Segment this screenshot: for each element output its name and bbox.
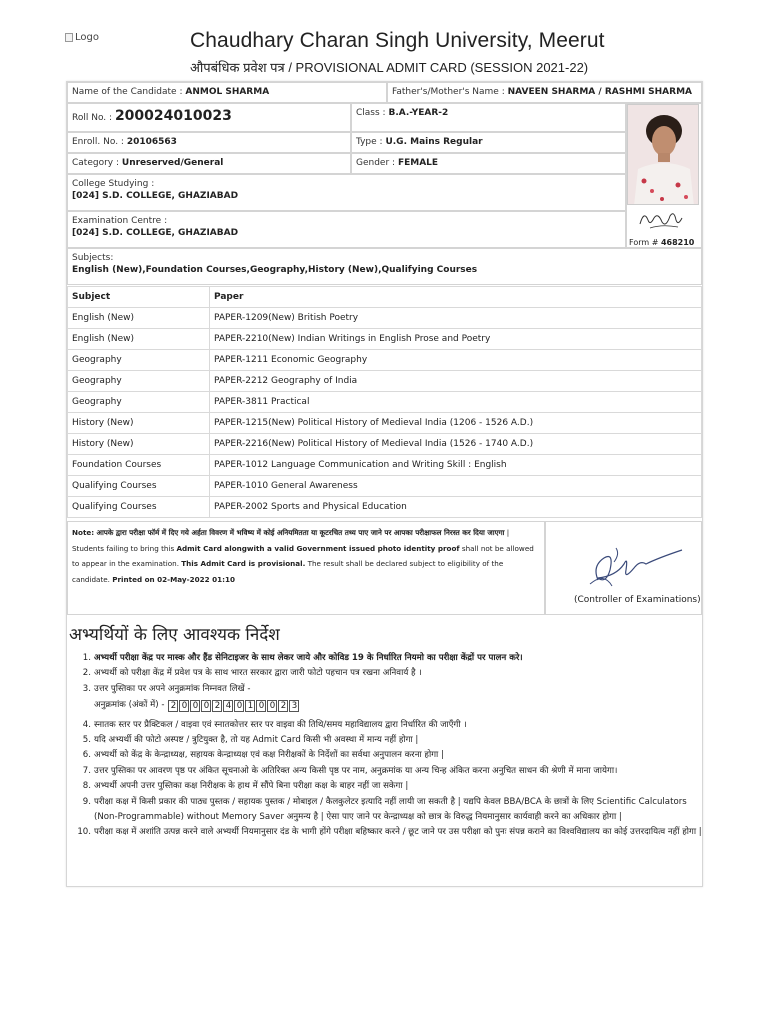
papers-table [67,286,702,518]
table-row [68,455,702,476]
table-row [68,350,702,371]
instruction-item: 2. अभ्यर्थी को परीक्षा केंद्र में प्रवेश पत्र के साथ भारत सरकार द्वारा जारी फोटो पहचान पत्र रखना अनिवार्य है । [80,666,702,681]
table-row [68,476,702,497]
paper-title: 212 Geography of India [250,376,358,386]
instruction-text: अभ्यर्थी को परीक्षा केंद्र में प्रवेश पत्र के साथ भारत सरकार द्वारा जारी फोटो पहचान पत्र रखना अनिवार्य है । [94,668,422,679]
paper-code: PAPER-1 [214,355,251,365]
paper-code: PAPER-1 [214,481,251,491]
gender-cell [351,153,626,174]
paper-cell [210,350,702,371]
roll-digit-box: 2 [168,700,178,712]
note-text-3: The result shall be declared subject to eligibility of the candidate. [72,559,504,584]
roll-digit-box: 0 [267,700,277,712]
paper-title: 010 General Awareness [250,481,358,491]
admit-card-title: औपबंधिक प्रवेश पत्र / PROVISIONAL ADMIT CARD (SESSION 2021-22) [190,60,589,75]
instruction-item: 6. अभ्यर्थी को केंद्र के केन्द्राध्यक्ष, सहायक केन्द्राध्यक्ष एवं कक्ष निरीक्षकों के निर्देशों का सर्वथा अनुपालन करना होगा | [80,748,702,763]
printed-on: Printed on 02-May-2022 01:10 [112,574,235,584]
candidate-photo-icon [628,105,699,205]
category-label: Category : [72,158,120,168]
note-hindi: आपके द्वारा परीक्षा फॉर्म में दिए गये अर्हता विवरण में भविष्य में कोई अनियमितता या कूटरचित तथ्य पाए जाने पर आपका परीक्षाफल निरस्त कर दिया जाएगा [96,528,505,537]
instruction-item: 9. परीक्षा कक्ष में किसी प्रकार की पाठ्य पुस्तक / सहायक पुस्तक / मोबाइल / कैलकुलेटर इत्यादि नहीं लायी जा सकती है | यद्यपि केवल BBA/BCA के छात्रों के लिए Scientific Calculators (Non-Programmable) without Memory Saver अनुमन्य है | ऐसा पाए जाने पर केन्द्राध्यक्ष को छात्र के विरुद्ध नियमानुसार कार्यवाही करने का अधिकार होगा | [80,795,702,826]
paper-cell [210,371,702,392]
note-label: Note: [72,528,95,537]
paper-code: PAPER-1 [214,460,251,470]
gender-label: Gender : [356,158,396,168]
paper-code: PAPER-2 [214,334,251,344]
controller-caption: (Controller of Examinations) [574,595,701,605]
parent-name-cell [387,82,702,103]
university-name: Chaudhary Charan Singh University, Meerut [190,29,605,52]
paper-title: 012 Language Communication and Writing Skill : English [250,460,507,470]
enroll-no-label: Enroll. No. : [72,137,124,147]
subjects-label: Subjects: [72,253,114,263]
instruction-item: 10. परीक्षा कक्ष में अशांति उत्पन्न करने वाले अभ्यर्थी नियमानुसार दंड के भागी होंगे परीक्षा बहिष्कार करने / छूट जाने पर उस परीक्षा को पुनः संपन्न कराने का विश्वविद्यालय का कोई उत्तरदायित्व नहीं होगा | [80,825,702,840]
roll-no-cell [67,103,351,132]
paper-cell [210,308,702,329]
subject-cell: Geography [68,350,210,371]
enroll-no-cell [67,132,351,153]
paper-cell [210,434,702,455]
paper-code: PAPER-1 [214,313,251,323]
table-header-row [68,287,702,308]
parent-name-label: Father's/Mother's Name : [392,87,505,97]
instruction-text: परीक्षा कक्ष में किसी प्रकार की पाठ्य पुस्तक / सहायक पुस्तक / मोबाइल / कैलकुलेटर इत्यादि नहीं लायी जा सकती है | यद्यपि केवल BBA/BCA के छात्रों के लिए Scientific Calculators (Non-Programmable) without Memory Saver अनुमन्य है | ऐसा पाए जाने पर केन्द्राध्यक्ष को छात्र के विरुद्ध नियमानुसार कार्यवाही करने का अधिकार होगा | [94,796,687,823]
paper-code: PAPER-2 [214,502,251,512]
type-value: U.G. Mains Regular [385,137,483,147]
paper-title: 002 Sports and Physical Education [250,502,407,512]
candidate-name-label: Name of the Candidate : [72,87,183,97]
category-cell [67,153,351,174]
note-bold-1: Admit Card alongwith a valid Government issued photo identity proof [176,543,460,553]
note-separator: | [504,528,510,537]
paper-title: 209(New) British Poetry [250,313,359,323]
subject-cell: English (New) [68,329,210,350]
roll-no-label: Roll No. : [72,113,113,123]
college-value: [024] S.D. COLLEGE, GHAZIABAD [72,191,239,201]
paper-title: 215(New) Political History of Medieval India (1206 - 1526 A.D.) [250,418,534,428]
note-bold-2: This Admit Card is provisional. [181,559,306,568]
table-row [68,434,702,455]
roll-digits-row [80,698,702,713]
form-number-label: Form # [629,238,659,247]
instruction-text: परीक्षा कक्ष में अशांति उत्पन्न करने वाले अभ्यर्थी नियमानुसार दंड के भागी होंगे परीक्षा बहिष्कार करने / छूट जाने पर उस परीक्षा को पुनः संपन्न कराने का विश्वविद्यालय का कोई उत्तरदायित्व नहीं होगा | [94,827,702,838]
roll-digit-box: 0 [190,700,200,712]
candidate-signature-icon [636,206,686,232]
roll-digit-box: 4 [223,700,233,712]
paper-code: PAPER-2 [214,376,251,386]
instruction-item: 5. यदि अभ्यर्थी की फोटो अस्पष्ट / त्रुटियुक्त है, तो यह Admit Card किसी भी अवस्था में मान्य नहीं होगा | [80,733,702,748]
roll-digit-box: 3 [289,700,299,712]
class-label: Class : [356,108,386,118]
paper-title: 211 Economic Geography [250,355,368,365]
logo-alt-text: Logo [75,32,99,43]
paper-cell [210,413,702,434]
enroll-no: 20106563 [126,137,177,147]
candidate-photo [627,104,699,205]
table-row [68,371,702,392]
roll-digit-box: 0 [256,700,266,712]
university-logo [65,32,99,43]
paper-cell [210,455,702,476]
paper-column-header: Paper [210,287,702,308]
paper-title: 210(New) Indian Writings in English Prose and Poetry [250,334,491,344]
roll-no: 200024010023 [114,108,232,124]
subjects-cell [67,248,702,285]
class-value: B.A.-YEAR-2 [388,108,449,118]
instruction-item: 1. अभ्यर्थी परीक्षा केंद्र पर मास्क और हैंड सेनिटाइजर के साथ लेकर जाये और कोविड 19 के निर्धारित नियमो का परीक्षा केंद्रों पर पालन करे। [80,651,702,666]
candidate-name-cell [67,82,387,103]
broken-image-icon [65,33,73,42]
roll-digit-box: 1 [245,700,255,712]
note-text-2: shall not be allowed to appear in the examination. [72,543,534,568]
subject-cell: Geography [68,371,210,392]
subject-cell: Foundation Courses [68,455,210,476]
controller-signature-icon [586,540,696,590]
roll-digit-boxes [168,700,300,712]
instruction-text: उत्तर पुस्तिका पर अपने अनुक्रमांक निम्नवत लिखें - [94,683,251,694]
paper-cell [210,476,702,497]
candidate-name: ANMOL SHARMA [185,87,270,97]
paper-code: PAPER-1 [214,418,251,428]
subject-cell: Qualifying Courses [68,497,210,518]
subject-cell: History (New) [68,434,210,455]
subject-cell: Qualifying Courses [68,476,210,497]
paper-code: PAPER-3 [214,397,251,407]
roll-digit-box: 2 [278,700,288,712]
instruction-text: अभ्यर्थी परीक्षा केंद्र पर मास्क और हैंड सेनिटाइजर के साथ लेकर जाये और कोविड 19 के निर्धारित नियमो का परीक्षा केंद्रों पर पालन करे। [94,653,523,663]
subjects-value: English (New),Foundation Courses,Geography,History (New),Qualifying Courses [72,265,478,275]
instructions-heading: अभ्यर्थियों के लिए आवश्यक निर्देश [69,625,280,645]
exam-centre-value: [024] S.D. COLLEGE, GHAZIABAD [72,228,239,238]
table-row [68,392,702,413]
category-value: Unreserved/General [121,158,224,168]
instruction-text: अभ्यर्थी अपनी उत्तर पुस्तिका कक्ष निरीक्षक के हाथ में सौंपे बिना परीक्षा कक्ष के बाहर नहीं जा सकेगा | [94,781,409,792]
roll-digits-prefix: अनुक्रमांक (अंकों में) - [94,700,165,711]
gender-value: FEMALE [397,158,439,168]
instruction-item: 8. अभ्यर्थी अपनी उत्तर पुस्तिका कक्ष निरीक्षक के हाथ में सौंपे बिना परीक्षा कक्ष के बाहर नहीं जा सकेगा | [80,779,702,794]
class-cell [351,103,626,132]
table-row [68,329,702,350]
form-number-value: 468210 [660,238,695,247]
exam-centre-label: Examination Centre : [72,216,168,226]
form-number [629,238,694,247]
eligibility-note [67,521,545,615]
college-cell [67,174,626,211]
table-row [68,308,702,329]
paper-cell [210,497,702,518]
subject-cell: English (New) [68,308,210,329]
instruction-text: उत्तर पुस्तिका पर आवरण पृष्ठ पर अंकित सूचनाओ के अतिरिक्त अन्य किसी पृष्ठ पर नाम, अनुक्रमांक या अन्य चिन्ह अंकित करना अनुचित साधन की श्रेणी में माना जायेगा। [94,765,618,776]
type-label: Type : [356,137,383,147]
subject-cell: Geography [68,392,210,413]
instruction-text: अभ्यर्थी को केंद्र के केन्द्राध्यक्ष, सहायक केन्द्राध्यक्ष एवं कक्ष निरीक्षकों के निर्देशों का सर्वथा अनुपालन करना होगा | [94,750,444,761]
paper-cell [210,392,702,413]
instruction-item: 7. उत्तर पुस्तिका पर आवरण पृष्ठ पर अंकित सूचनाओ के अतिरिक्त अन्य किसी पृष्ठ पर नाम, अनुक्रमांक या अन्य चिन्ह अंकित करना अनुचित साधन की श्रेणी में माना जायेगा। [80,764,702,779]
paper-cell [210,329,702,350]
instruction-item: 3. उत्तर पुस्तिका पर अपने अनुक्रमांक निम्नवत लिखें - [80,682,702,697]
paper-title: 811 Practical [250,397,310,407]
instruction-item: 4. स्नातक स्तर पर प्रैक्टिकल / वाइवा एवं स्नातकोत्तर स्तर पर वाइवा की तिथि/समय महाविद्यालय द्वारा निर्धारित की जाएँगी । [80,718,702,733]
paper-title: 216(New) Political History of Medieval India (1526 - 1740 A.D.) [250,439,534,449]
roll-digit-box: 0 [179,700,189,712]
instruction-text: स्नातक स्तर पर प्रैक्टिकल / वाइवा एवं स्नातकोत्तर स्तर पर वाइवा की तिथि/समय महाविद्यालय द्वारा निर्धारित की जाएँगी । [94,719,467,730]
subject-column-header: Subject [68,287,210,308]
parent-name: NAVEEN SHARMA / RASHMI SHARMA [507,87,693,97]
roll-digit-box: 0 [201,700,211,712]
exam-centre-cell [67,211,626,248]
table-row [68,413,702,434]
subject-cell: History (New) [68,413,210,434]
roll-digit-box: 2 [212,700,222,712]
type-cell [351,132,626,153]
instruction-text: यदि अभ्यर्थी की फोटो अस्पष्ट / त्रुटियुक्त है, तो यह Admit Card किसी भी अवस्था में मान्य नहीं होगा | [94,735,419,746]
college-label: College Studying : [72,179,155,189]
table-row [68,497,702,518]
roll-digit-box: 0 [234,700,244,712]
instructions-list [77,651,702,841]
paper-code: PAPER-2 [214,439,251,449]
note-text-1: Students failing to bring this [72,543,177,553]
